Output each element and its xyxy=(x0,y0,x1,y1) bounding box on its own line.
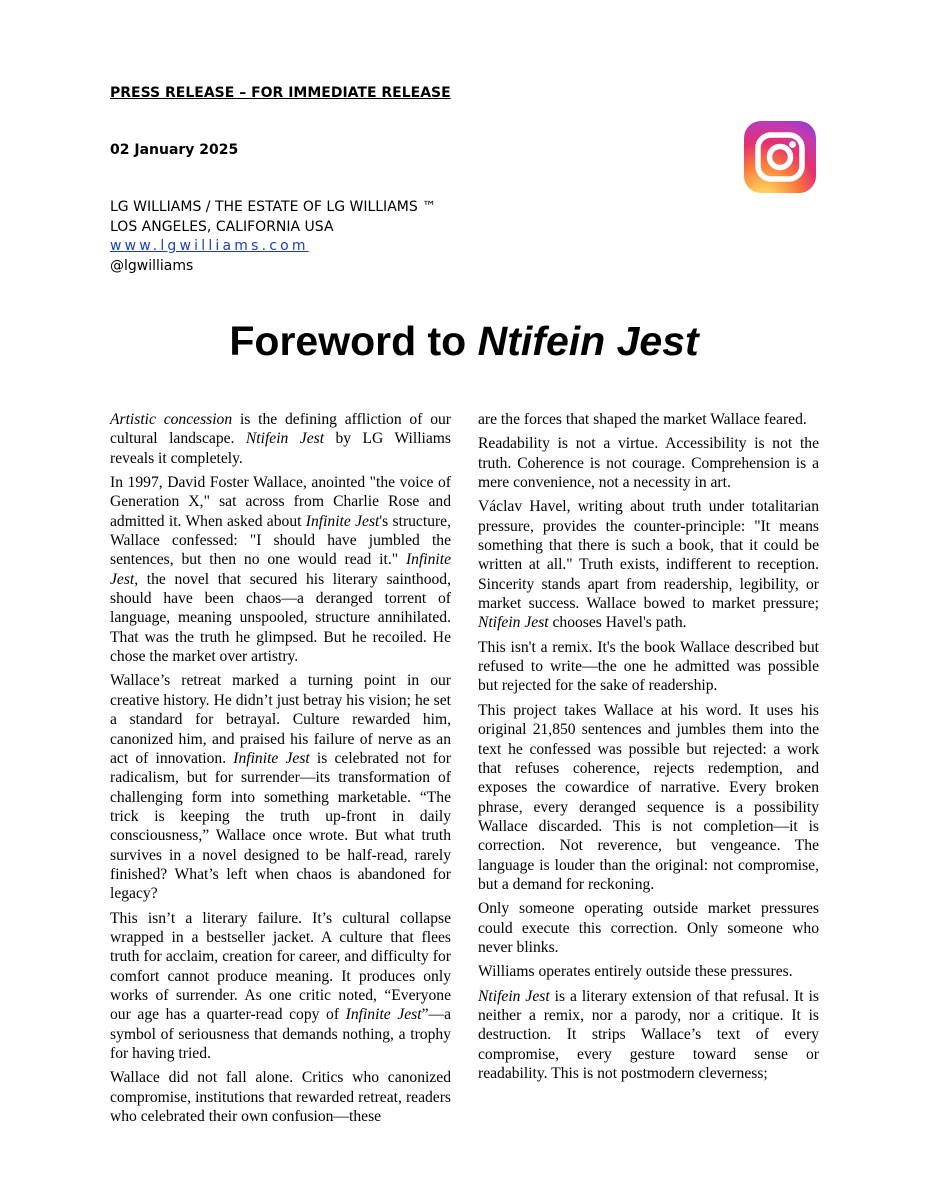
paragraph: Readability is not a virtue. Accessibility is not the truth. Coherence is not courage. Comprehension is a mere convenience, not a necessity in art. xyxy=(478,435,819,492)
paragraph: In 1997, David Foster Wallace, anointed "the voice of Generation X," sat across from Charlie Rose and admitted it. When asked about Infinite Jest's structure, Wallace confessed: "I should have jumbled the sentences, but then no one would read it." Infinite Jest, the novel that secured his literary sainthood, should have been chaos—a deranged torrent of language, meaning unspooled, structure annihilated. That was the truth he glimpsed. But he recoiled. He chose the market over artistry. xyxy=(110,474,451,666)
instagram-glyph xyxy=(744,121,816,193)
paragraph: Ntifein Jest is a literary extension of that refusal. It is neither a remix, nor a parody, nor a critique. It is destruction. It strips Wallace’s text of every compromise, every gesture toward sense or readability. This is not postmodern cleverness; xyxy=(478,987,819,1082)
release-date: 02 January 2025 xyxy=(110,142,239,158)
social-handle: @lgwilliams xyxy=(110,257,194,274)
body-column-left xyxy=(110,410,451,1131)
paragraph: Wallace did not fall alone. Critics who canonized compromise, institutions that rewarded retreat, readers who celebrated their own confusion—these xyxy=(110,1069,451,1126)
title-book-name: Ntifein Jest xyxy=(477,318,699,364)
paragraph: Artistic concession is the defining affliction of our cultural landscape. Ntifein Jest by LG Williams reveals it completely. xyxy=(110,411,451,467)
paragraph: This project takes Wallace at his word. It uses his original 21,850 sentences and jumbles them into the text he confessed was possible but rejected: a work that refuses coherence, rejects redemption, and exposes the cowardice of narrative. Every broken phrase, every deranged sequence is a possibility Wallace discarded. This is not completion—it is correction. Not reverence, but vengeance. The language is louder than the original: not compromise, but a demand for reckoning. xyxy=(478,701,819,893)
paragraph: Wallace’s retreat marked a turning point in our creative history. He didn’t just betray his vision; he set a standard for betrayal. Culture rewarded him, canonized him, and praised his failure of nerve as an act of innovation. Infinite Jest is celebrated not for radicalism, but for surrender—its transformation of challenging form into something marketable. “The trick is keeping the truth up-front in daily consciousness,” Wallace once wrote. But what truth survives in a novel designed to be half-read, rarely finished? What’s left when chaos is abandoned for legacy? xyxy=(110,672,451,903)
paragraph: This isn’t a literary failure. It’s cultural collapse wrapped in a bestseller jacket. A culture that flees truth for acclaim, creation for career, and difficulty for comfort cannot produce meaning. It produces only works of surrender. As one critic noted, “Everyone our age has a quarter-read copy of Infinite Jest”—a symbol of seriousness that demands nothing, a trophy for having tried. xyxy=(110,909,451,1062)
paragraph: Václav Havel, writing about truth under totalitarian pressure, provides the counter-principle: "It means something that there is such a book, that it could be written at all." Truth exists, indifferent to reception. Sincerity stands apart from readership, legibility, or market success. Wallace bowed to market pressure; Ntifein Jest chooses Havel's path. xyxy=(478,498,819,632)
title-prefix: Foreword to xyxy=(229,318,467,364)
paragraph: Williams operates entirely outside these pressures. xyxy=(478,963,793,981)
document-title xyxy=(0,316,928,366)
contact-name: LG WILLIAMS / THE ESTATE OF LG WILLIAMS ™ xyxy=(110,199,437,215)
body-column-right xyxy=(478,410,819,1088)
paragraph: Only someone operating outside market pressures could execute this correction. Only someone who never blinks. xyxy=(478,900,819,956)
press-release-heading: PRESS RELEASE – FOR IMMEDIATE RELEASE xyxy=(110,85,451,101)
website-link[interactable]: www.lgwilliams.com xyxy=(110,238,309,254)
paragraph: This isn't a remix. It's the book Wallace described but refused to write—the one he admitted was possible but rejected for the sake of readership. xyxy=(478,638,819,695)
contact-block xyxy=(110,198,436,276)
paragraph: are the forces that shaped the market Wallace feared. xyxy=(478,411,807,428)
instagram-icon[interactable] xyxy=(744,121,816,193)
contact-location: LOS ANGELES, CALIFORNIA USA xyxy=(110,218,334,235)
